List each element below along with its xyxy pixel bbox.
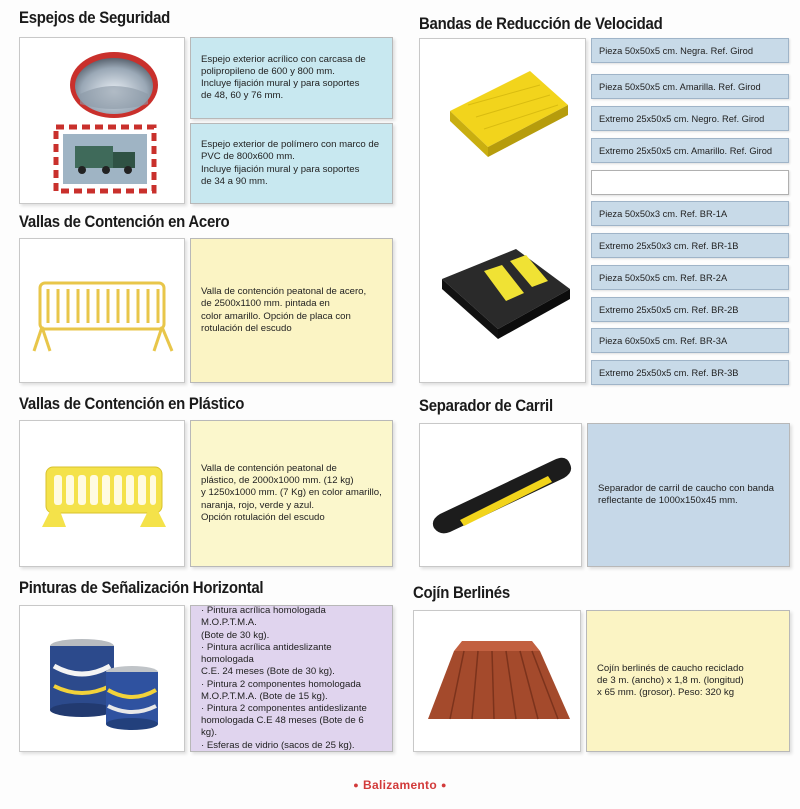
separador-description [587, 423, 790, 567]
banda-row [591, 138, 789, 163]
banda-row-text: Extremo 25x50x5 cm. Ref. BR-3B [599, 367, 739, 378]
banda-row-text: Extremo 25x50x5 cm. Ref. BR-2B [599, 304, 739, 315]
banda-row [591, 106, 789, 131]
section-title-bandas: Bandas de Reducción de Velocidad [419, 14, 663, 33]
lane-separator-image-box [419, 423, 582, 567]
valla-plastico-text: Valla de contención peatonal de plástico, de 2000x1000 mm. (12 kg) y 1250x1000 mm. (7 Kg) en color amarillo, naranja, rojo, verde y azul. Opción rotulación del escudo [201, 462, 382, 523]
banda-row [591, 201, 789, 226]
valla-acero-description [190, 238, 393, 383]
cojin-text: Cojín berlinés de caucho reciclado de 3 m. (ancho) x 1,8 m. (longitud) x 65 mm. (grosor). Peso: 320 kg [597, 662, 744, 699]
section-title-pinturas: Pinturas de Señalización Horizontal [19, 578, 264, 597]
banda-row-text: Extremo 25x50x5 cm. Negro. Ref. Girod [599, 113, 765, 124]
footer-brand [0, 778, 800, 792]
section-title-separador: Separador de Carril [419, 396, 553, 415]
mirror-image-box [19, 37, 185, 204]
banda-row-text: Pieza 60x50x5 cm. Ref. BR-3A [599, 335, 728, 346]
valla-plastico-description [190, 420, 393, 567]
banda-row-blank [591, 170, 789, 195]
paint-cans-image-box [19, 605, 185, 752]
espejo-polimero-text: Espejo exterior de polímero con marco de PVC de 800x600 mm. Incluye fijación mural y para soportes de 34 a 90 mm. [201, 139, 380, 187]
speed-bump-icon [420, 39, 586, 383]
pinturas-text: · Pintura acrílica homologada M.O.P.T.M.A. (Bote de 30 kg). · Pintura acrílica antideslizante homologada C.E. 24 meses (Bote de 30 kg). · Pintura 2 componentes homologada M.O.P.T.M.A. (Bote de 15 kg). · Pintura 2 componentes antideslizante homologada C.E 48 meses (Bote de 6 kg). · Esferas de vidrio (sacos de 25 kg). [201, 605, 367, 751]
banda-row [591, 38, 789, 63]
banda-row-text: Pieza 50x50x5 cm. Amarilla. Ref. Girod [599, 81, 761, 92]
banda-row [591, 233, 789, 258]
banda-row [591, 74, 789, 99]
cojin-description [586, 610, 790, 752]
plastic-fence-image-box [19, 420, 185, 567]
section-title-vallas-plastico: Vallas de Contención en Plástico [19, 394, 245, 413]
bullet-icon: ● [440, 780, 447, 790]
banda-row [591, 360, 789, 385]
speed-bump-image-box [419, 38, 586, 383]
banda-row-text: Pieza 50x50x3 cm. Ref. BR-1A [599, 208, 728, 219]
espejo-acrilico-text: Espejo exterior acrílico con carcasa de polipropileno de 600 y 800 mm. Incluye fijación mural y para soportes de 48, 60 y 76 mm. [201, 53, 366, 102]
section-title-espejos: Espejos de Seguridad [19, 8, 171, 27]
convex-mirror-icon [20, 38, 185, 204]
espejo-acrilico-description [190, 37, 393, 119]
berlin-cushion-icon [414, 611, 581, 752]
banda-row [591, 265, 789, 290]
espejo-polimero-description [190, 123, 393, 204]
lane-separator-icon [420, 424, 582, 567]
steel-fence-image-box [19, 238, 185, 383]
banda-row-text: Extremo 25x50x3 cm. Ref. BR-1B [599, 240, 739, 251]
steel-fence-icon [20, 239, 185, 383]
banda-row-text: Extremo 25x50x5 cm. Amarillo. Ref. Girod [599, 145, 773, 156]
banda-row [591, 297, 789, 322]
section-title-cojin: Cojín Berlinés [413, 583, 510, 602]
paint-can-icon [20, 606, 185, 752]
valla-acero-text: Valla de contención peatonal de acero, de 2500x1100 mm. pintada en color amarillo. Opción de placa con rotulación del escudo [201, 286, 367, 334]
pinturas-description [190, 605, 393, 752]
banda-row-text: Pieza 50x50x5 cm. Ref. BR-2A [599, 272, 728, 283]
banda-row-text: Pieza 50x50x5 cm. Negra. Ref. Girod [599, 45, 753, 56]
berlin-cushion-image-box [413, 610, 581, 752]
footer-text: Balizamento [363, 778, 437, 792]
section-title-vallas-acero: Vallas de Contención en Acero [19, 212, 230, 231]
banda-row [591, 328, 789, 353]
separador-text: Separador de carril de caucho con banda reflectante de 1000x150x45 mm. [598, 482, 775, 506]
bullet-icon: ● [353, 780, 359, 790]
plastic-fence-icon [20, 421, 185, 567]
